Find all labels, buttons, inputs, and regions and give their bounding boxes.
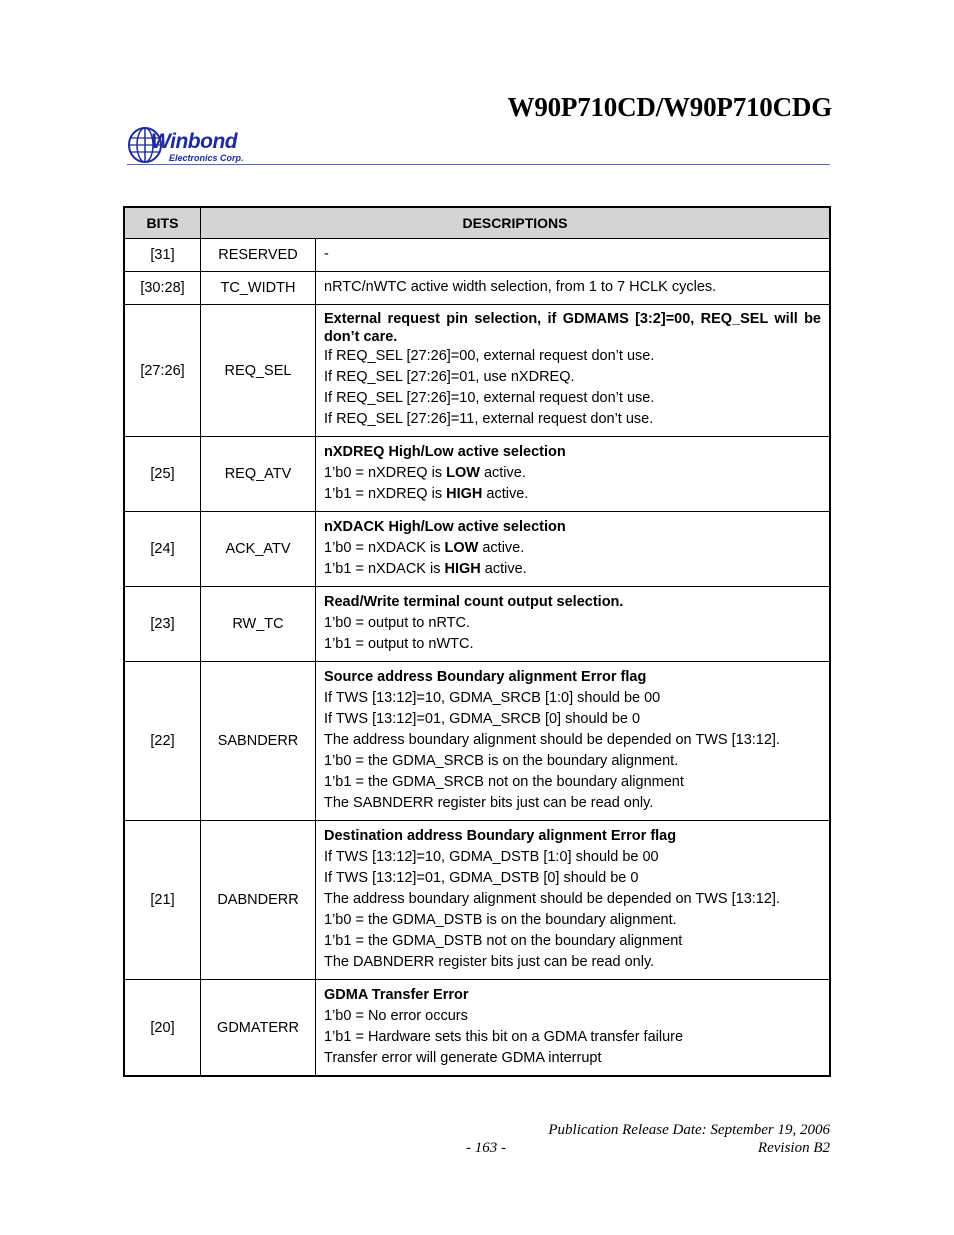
line-text: active.	[480, 561, 527, 577]
table-row	[124, 239, 830, 272]
description-line: The address boundary alignment should be depended on TWS [13:12].	[324, 891, 780, 907]
description-heading: External request pin selection, if GDMAMS [3:2]=00, REQ_SEL will be don’t care.	[324, 311, 821, 345]
description-line: If REQ_SEL [27:26]=10, external request don’t use.	[324, 390, 655, 406]
revision: Revision B2	[757, 1140, 830, 1156]
description-heading: nXDACK High/Low active selection	[324, 519, 566, 535]
bits-cell: [25]	[124, 437, 201, 512]
winbond-logo	[127, 126, 257, 166]
line-emphasis: HIGH	[446, 486, 483, 502]
description-line: The SABNDERR register bits just can be read only.	[324, 795, 654, 811]
table-row	[124, 512, 830, 587]
description-heading: nXDREQ High/Low active selection	[324, 444, 566, 460]
description-line: If TWS [13:12]=01, GDMA_DSTB [0] should be 0	[324, 870, 639, 886]
description-line: Transfer error will generate GDMA interrupt	[324, 1050, 602, 1066]
description-line: 1’b0 = the GDMA_DSTB is on the boundary alignment.	[324, 912, 677, 928]
description-line: 1’b0 = No error occurs	[324, 1008, 468, 1024]
page-number: - 163 -	[466, 1140, 506, 1156]
field-name-cell: RESERVED	[201, 239, 316, 272]
description-cell	[316, 512, 831, 587]
description-line	[324, 484, 821, 505]
description-line: 1’b1 = Hardware sets this bit on a GDMA transfer failure	[324, 1029, 684, 1045]
description-line	[324, 559, 821, 580]
description-line: 1’b1 = the GDMA_SRCB not on the boundary alignment	[324, 774, 684, 790]
table-header-row	[124, 207, 830, 239]
description-heading: Source address Boundary alignment Error flag	[324, 669, 647, 685]
description-line: 1’b0 = the GDMA_SRCB is on the boundary alignment.	[324, 753, 679, 769]
description-line	[324, 538, 821, 559]
description-line: If TWS [13:12]=10, GDMA_DSTB [1:0] should be 00	[324, 849, 659, 865]
line-emphasis: LOW	[446, 465, 480, 481]
field-name-cell: REQ_ATV	[201, 437, 316, 512]
header-rule	[127, 164, 830, 165]
table-row	[124, 305, 830, 437]
table-row	[124, 587, 830, 662]
field-name-cell: TC_WIDTH	[201, 272, 316, 305]
description-line: nRTC/nWTC active width selection, from 1 to 7 HCLK cycles.	[324, 279, 717, 295]
description-cell	[316, 587, 831, 662]
line-text: 1’b1 = nXDREQ is	[324, 486, 447, 502]
field-name-cell: GDMATERR	[201, 980, 316, 1077]
column-header-descriptions: DESCRIPTIONS	[201, 207, 831, 239]
table-row	[124, 437, 830, 512]
description-cell	[316, 821, 831, 980]
description-line: If REQ_SEL [27:26]=01, use nXDREQ.	[324, 369, 575, 385]
description-line: If REQ_SEL [27:26]=11, external request don’t use.	[324, 411, 654, 427]
bits-cell: [23]	[124, 587, 201, 662]
description-cell	[316, 272, 831, 305]
description-line: The address boundary alignment should be depended on TWS [13:12].	[324, 732, 780, 748]
bits-cell: [31]	[124, 239, 201, 272]
table-row	[124, 980, 830, 1077]
line-text: 1’b1 = nXDACK is	[324, 561, 445, 577]
description-line: 1’b1 = output to nWTC.	[324, 636, 474, 652]
bits-cell: [22]	[124, 662, 201, 821]
description-line: If TWS [13:12]=01, GDMA_SRCB [0] should be 0	[324, 711, 641, 727]
description-heading: GDMA Transfer Error	[324, 987, 469, 1003]
field-name-cell: DABNDERR	[201, 821, 316, 980]
description-cell	[316, 662, 831, 821]
publication-date: Publication Release Date: September 19, 2006	[548, 1122, 830, 1138]
description-line: The DABNDERR register bits just can be read only.	[324, 954, 655, 970]
description-line: If REQ_SEL [27:26]=00, external request don’t use.	[324, 348, 655, 364]
line-text: 1’b0 = nXDREQ is	[324, 465, 447, 481]
line-emphasis: HIGH	[444, 561, 481, 577]
bits-cell: [27:26]	[124, 305, 201, 437]
bits-cell: [30:28]	[124, 272, 201, 305]
field-name-cell: REQ_SEL	[201, 305, 316, 437]
table-row	[124, 821, 830, 980]
register-table	[123, 206, 831, 1077]
line-text: 1’b0 = nXDACK is	[324, 540, 445, 556]
description-heading: Destination address Boundary alignment Error flag	[324, 828, 677, 844]
description-line: 1’b0 = output to nRTC.	[324, 615, 471, 631]
description-line: -	[324, 246, 329, 262]
table-row	[124, 662, 830, 821]
description-line: 1’b1 = the GDMA_DSTB not on the boundary alignment	[324, 933, 683, 949]
line-text: active.	[482, 486, 529, 502]
line-text: active.	[478, 540, 525, 556]
column-header-bits: BITS	[124, 207, 201, 239]
line-emphasis: LOW	[444, 540, 479, 556]
field-name-cell: SABNDERR	[201, 662, 316, 821]
description-cell	[316, 305, 831, 437]
description-line: If TWS [13:12]=10, GDMA_SRCB [1:0] should be 00	[324, 690, 661, 706]
description-cell	[316, 980, 831, 1077]
document-title: W90P710CD/W90P710CDG	[507, 92, 832, 122]
description-cell	[316, 437, 831, 512]
bits-cell: [20]	[124, 980, 201, 1077]
bits-cell: [21]	[124, 821, 201, 980]
bits-cell: [24]	[124, 512, 201, 587]
table-body	[124, 239, 830, 1077]
logo-wordmark: Winbond	[151, 130, 238, 153]
table-row	[124, 272, 830, 305]
line-text: active.	[479, 465, 526, 481]
field-name-cell: RW_TC	[201, 587, 316, 662]
description-cell	[316, 239, 831, 272]
logo-subtitle: Electronics Corp.	[169, 153, 244, 163]
description-heading: Read/Write terminal count output selection.	[324, 594, 624, 610]
description-line	[324, 463, 821, 484]
field-name-cell: ACK_ATV	[201, 512, 316, 587]
